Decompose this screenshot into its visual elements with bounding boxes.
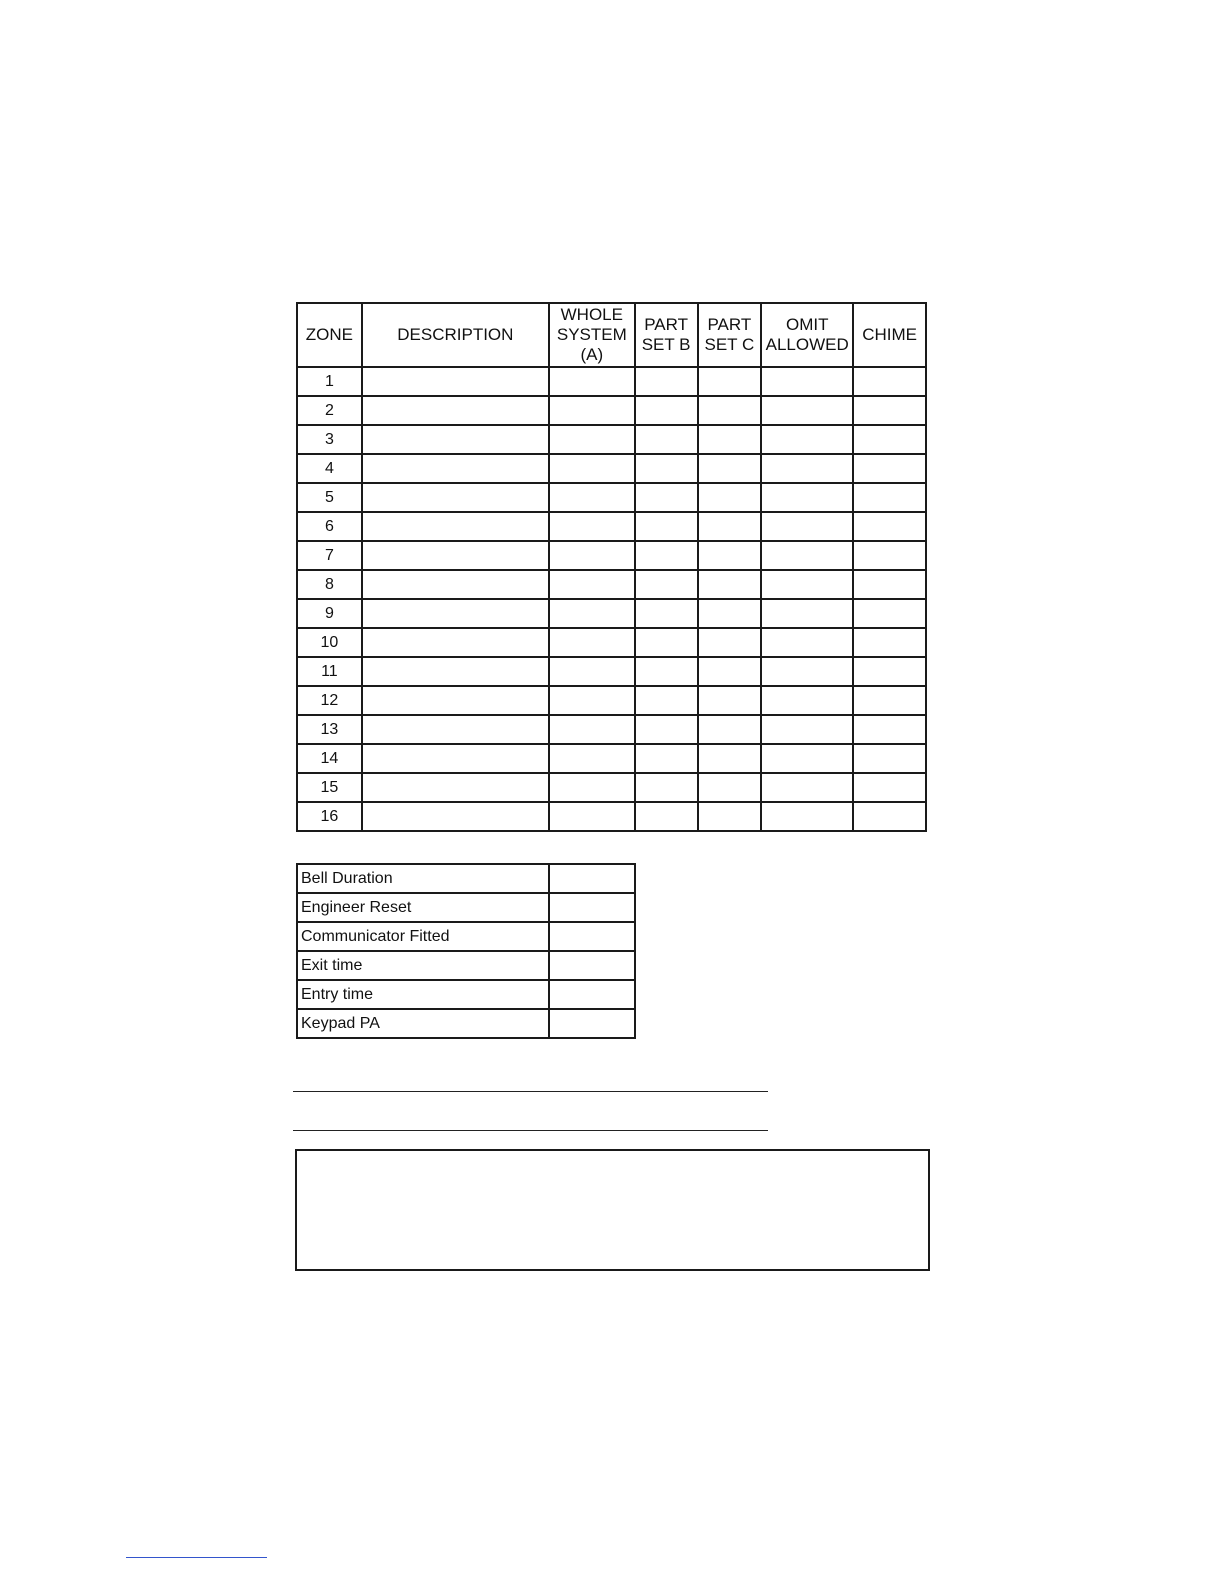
chime-cell[interactable] bbox=[853, 512, 926, 541]
zone-number: 14 bbox=[297, 744, 362, 773]
zone-number: 9 bbox=[297, 599, 362, 628]
header-part-set-b-line2: SET B bbox=[641, 335, 691, 354]
settings-value-cell[interactable] bbox=[549, 951, 635, 980]
zone-number: 4 bbox=[297, 454, 362, 483]
zone-row bbox=[297, 628, 926, 657]
chime-cell[interactable] bbox=[853, 367, 926, 396]
chime-cell[interactable] bbox=[853, 628, 926, 657]
whole-system-cell[interactable] bbox=[549, 744, 635, 773]
description-cell[interactable] bbox=[362, 686, 549, 715]
whole-system-cell[interactable] bbox=[549, 657, 635, 686]
part-set-c-cell[interactable] bbox=[698, 483, 762, 512]
part-set-c-cell[interactable] bbox=[698, 773, 762, 802]
whole-system-cell[interactable] bbox=[549, 425, 635, 454]
part-set-c-cell[interactable] bbox=[698, 367, 762, 396]
zone-number: 1 bbox=[297, 367, 362, 396]
header-part-set-c-line2: SET C bbox=[704, 335, 755, 354]
zone-row bbox=[297, 483, 926, 512]
zone-number: 7 bbox=[297, 541, 362, 570]
footer-rule bbox=[126, 1557, 267, 1558]
zone-row bbox=[297, 686, 926, 715]
zone-number: 16 bbox=[297, 802, 362, 831]
whole-system-cell[interactable] bbox=[549, 512, 635, 541]
settings-label: Bell Duration bbox=[297, 864, 549, 893]
header-part-set-b bbox=[635, 303, 698, 367]
zone-row bbox=[297, 715, 926, 744]
zone-number: 6 bbox=[297, 512, 362, 541]
whole-system-cell[interactable] bbox=[549, 686, 635, 715]
part-set-b-cell[interactable] bbox=[635, 773, 698, 802]
chime-cell[interactable] bbox=[853, 715, 926, 744]
part-set-c-cell[interactable] bbox=[698, 628, 762, 657]
part-set-b-cell[interactable] bbox=[635, 512, 698, 541]
omit-allowed-cell[interactable] bbox=[761, 599, 853, 628]
zone-row bbox=[297, 599, 926, 628]
part-set-b-cell[interactable] bbox=[635, 425, 698, 454]
whole-system-cell[interactable] bbox=[549, 599, 635, 628]
description-cell[interactable] bbox=[362, 425, 549, 454]
header-part-set-b-line1: PART bbox=[644, 315, 688, 334]
settings-label: Keypad PA bbox=[297, 1009, 549, 1038]
description-cell[interactable] bbox=[362, 773, 549, 802]
zone-row bbox=[297, 396, 926, 425]
settings-table bbox=[296, 863, 636, 1039]
zone-row bbox=[297, 425, 926, 454]
part-set-c-cell[interactable] bbox=[698, 396, 762, 425]
zone-row bbox=[297, 512, 926, 541]
zone-row bbox=[297, 367, 926, 396]
whole-system-cell[interactable] bbox=[549, 367, 635, 396]
settings-row bbox=[297, 922, 635, 951]
omit-allowed-cell[interactable] bbox=[761, 396, 853, 425]
part-set-c-cell[interactable] bbox=[698, 657, 762, 686]
settings-value-cell[interactable] bbox=[549, 980, 635, 1009]
chime-cell[interactable] bbox=[853, 657, 926, 686]
header-description: DESCRIPTION bbox=[362, 303, 549, 367]
header-whole-system-line3: (A) bbox=[580, 345, 604, 364]
description-cell[interactable] bbox=[362, 657, 549, 686]
part-set-c-cell[interactable] bbox=[698, 802, 762, 831]
whole-system-cell[interactable] bbox=[549, 802, 635, 831]
zone-row bbox=[297, 802, 926, 831]
description-cell[interactable] bbox=[362, 512, 549, 541]
chime-cell[interactable] bbox=[853, 483, 926, 512]
part-set-b-cell[interactable] bbox=[635, 715, 698, 744]
part-set-c-cell[interactable] bbox=[698, 686, 762, 715]
zone-row bbox=[297, 657, 926, 686]
description-cell[interactable] bbox=[362, 541, 549, 570]
omit-allowed-cell[interactable] bbox=[761, 541, 853, 570]
omit-allowed-cell[interactable] bbox=[761, 657, 853, 686]
description-cell[interactable] bbox=[362, 599, 549, 628]
header-whole-system-line1: WHOLE bbox=[560, 305, 623, 324]
settings-value-cell[interactable] bbox=[549, 893, 635, 922]
notes-box bbox=[295, 1149, 930, 1271]
settings-row bbox=[297, 980, 635, 1009]
description-cell[interactable] bbox=[362, 396, 549, 425]
part-set-b-cell[interactable] bbox=[635, 396, 698, 425]
part-set-b-cell[interactable] bbox=[635, 686, 698, 715]
header-part-set-c-line1: PART bbox=[707, 315, 752, 334]
settings-row bbox=[297, 893, 635, 922]
chime-cell[interactable] bbox=[853, 599, 926, 628]
whole-system-cell[interactable] bbox=[549, 454, 635, 483]
chime-cell[interactable] bbox=[853, 454, 926, 483]
omit-allowed-cell[interactable] bbox=[761, 628, 853, 657]
part-set-b-cell[interactable] bbox=[635, 483, 698, 512]
part-set-b-cell[interactable] bbox=[635, 744, 698, 773]
part-set-b-cell[interactable] bbox=[635, 657, 698, 686]
description-cell[interactable] bbox=[362, 483, 549, 512]
omit-allowed-cell[interactable] bbox=[761, 454, 853, 483]
chime-cell[interactable] bbox=[853, 802, 926, 831]
zone-number: 8 bbox=[297, 570, 362, 599]
zone-number: 10 bbox=[297, 628, 362, 657]
description-cell[interactable] bbox=[362, 570, 549, 599]
settings-value-cell[interactable] bbox=[549, 922, 635, 951]
header-omit-allowed-line1: OMIT bbox=[785, 315, 829, 334]
part-set-b-cell[interactable] bbox=[635, 367, 698, 396]
zone-row bbox=[297, 454, 926, 483]
whole-system-cell[interactable] bbox=[549, 396, 635, 425]
header-part-set-c bbox=[698, 303, 762, 367]
part-set-c-cell[interactable] bbox=[698, 570, 762, 599]
zone-number: 5 bbox=[297, 483, 362, 512]
part-set-c-cell[interactable] bbox=[698, 744, 762, 773]
omit-allowed-cell[interactable] bbox=[761, 744, 853, 773]
whole-system-cell[interactable] bbox=[549, 483, 635, 512]
zone-number: 3 bbox=[297, 425, 362, 454]
description-cell[interactable] bbox=[362, 744, 549, 773]
zone-row bbox=[297, 773, 926, 802]
settings-label: Communicator Fitted bbox=[297, 922, 549, 951]
whole-system-cell[interactable] bbox=[549, 628, 635, 657]
chime-cell[interactable] bbox=[853, 396, 926, 425]
part-set-c-cell[interactable] bbox=[698, 454, 762, 483]
zone-row bbox=[297, 570, 926, 599]
zone-table-body bbox=[297, 367, 926, 831]
header-whole-system bbox=[549, 303, 635, 367]
description-cell[interactable] bbox=[362, 628, 549, 657]
zone-number: 13 bbox=[297, 715, 362, 744]
zone-number: 2 bbox=[297, 396, 362, 425]
description-cell[interactable] bbox=[362, 367, 549, 396]
part-set-c-cell[interactable] bbox=[698, 425, 762, 454]
zone-number: 11 bbox=[297, 657, 362, 686]
signature-line-2 bbox=[293, 1130, 768, 1131]
part-set-c-cell[interactable] bbox=[698, 541, 762, 570]
omit-allowed-cell[interactable] bbox=[761, 425, 853, 454]
header-zone: ZONE bbox=[297, 303, 362, 367]
chime-cell[interactable] bbox=[853, 744, 926, 773]
omit-allowed-cell[interactable] bbox=[761, 686, 853, 715]
header-chime: CHIME bbox=[853, 303, 926, 367]
zone-table bbox=[296, 302, 927, 832]
settings-label: Entry time bbox=[297, 980, 549, 1009]
zone-number: 12 bbox=[297, 686, 362, 715]
zone-row bbox=[297, 744, 926, 773]
header-whole-system-line2: SYSTEM bbox=[556, 325, 627, 344]
part-set-c-cell[interactable] bbox=[698, 715, 762, 744]
part-set-b-cell[interactable] bbox=[635, 599, 698, 628]
part-set-b-cell[interactable] bbox=[635, 541, 698, 570]
whole-system-cell[interactable] bbox=[549, 541, 635, 570]
header-omit-allowed bbox=[761, 303, 853, 367]
header-omit-allowed-line2: ALLOWED bbox=[765, 335, 849, 354]
zone-number: 15 bbox=[297, 773, 362, 802]
omit-allowed-cell[interactable] bbox=[761, 773, 853, 802]
omit-allowed-cell[interactable] bbox=[761, 512, 853, 541]
part-set-c-cell[interactable] bbox=[698, 599, 762, 628]
omit-allowed-cell[interactable] bbox=[761, 483, 853, 512]
omit-allowed-cell[interactable] bbox=[761, 802, 853, 831]
chime-cell[interactable] bbox=[853, 570, 926, 599]
settings-label: Engineer Reset bbox=[297, 893, 549, 922]
part-set-b-cell[interactable] bbox=[635, 628, 698, 657]
part-set-b-cell[interactable] bbox=[635, 454, 698, 483]
settings-label: Exit time bbox=[297, 951, 549, 980]
part-set-b-cell[interactable] bbox=[635, 802, 698, 831]
signature-line-1 bbox=[293, 1091, 768, 1092]
settings-table-body bbox=[297, 864, 635, 1038]
chime-cell[interactable] bbox=[853, 773, 926, 802]
chime-cell[interactable] bbox=[853, 541, 926, 570]
settings-row bbox=[297, 864, 635, 893]
omit-allowed-cell[interactable] bbox=[761, 367, 853, 396]
chime-cell[interactable] bbox=[853, 686, 926, 715]
part-set-b-cell[interactable] bbox=[635, 570, 698, 599]
whole-system-cell[interactable] bbox=[549, 715, 635, 744]
chime-cell[interactable] bbox=[853, 425, 926, 454]
description-cell[interactable] bbox=[362, 715, 549, 744]
whole-system-cell[interactable] bbox=[549, 570, 635, 599]
description-cell[interactable] bbox=[362, 802, 549, 831]
description-cell[interactable] bbox=[362, 454, 549, 483]
omit-allowed-cell[interactable] bbox=[761, 715, 853, 744]
whole-system-cell[interactable] bbox=[549, 773, 635, 802]
omit-allowed-cell[interactable] bbox=[761, 570, 853, 599]
settings-row bbox=[297, 951, 635, 980]
settings-value-cell[interactable] bbox=[549, 1009, 635, 1038]
settings-value-cell[interactable] bbox=[549, 864, 635, 893]
zone-table-header bbox=[297, 303, 926, 367]
settings-row bbox=[297, 1009, 635, 1038]
zone-row bbox=[297, 541, 926, 570]
part-set-c-cell[interactable] bbox=[698, 512, 762, 541]
